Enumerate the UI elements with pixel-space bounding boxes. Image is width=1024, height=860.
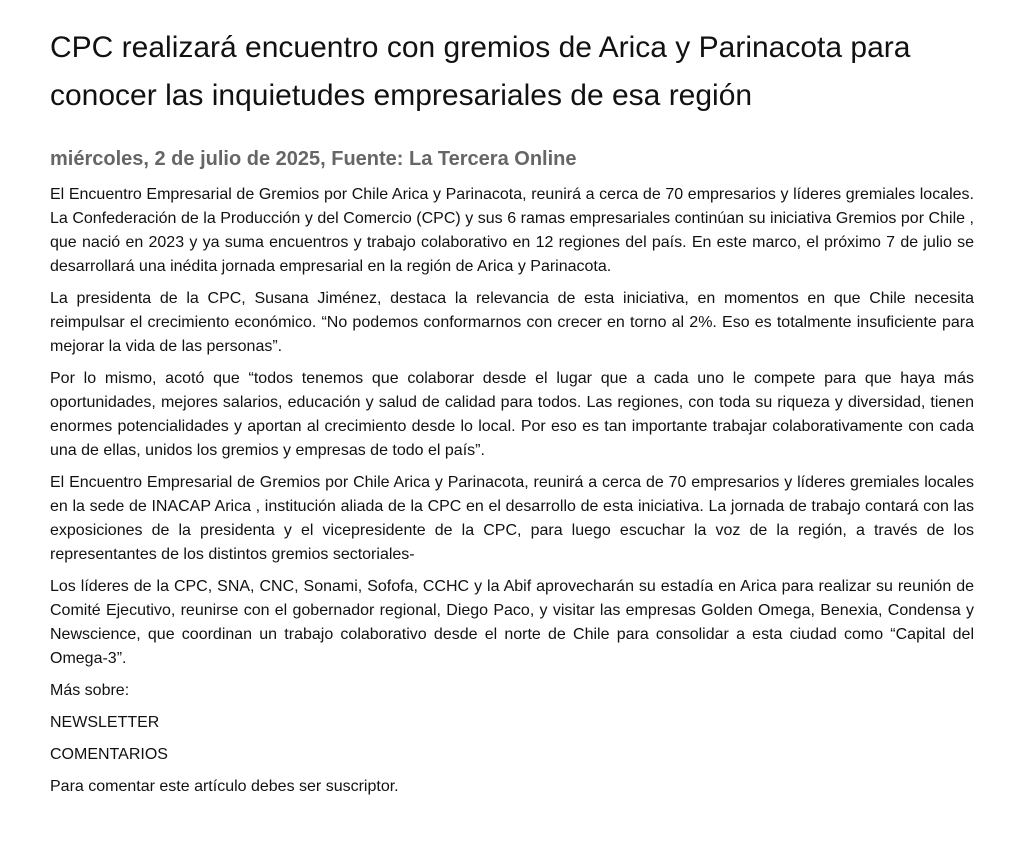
article-paragraph: El Encuentro Empresarial de Gremios por Chile Arica y Parinacota, reunirá a cerca de 70 empresarios y líderes gremiales locales en la sede de INACAP Arica , institución aliada de la CPC en el desarrollo de esta iniciativa. La jornada de trabajo contará con las exposiciones de la presidenta y el vicepresidente de la CPC, para luego escuchar la voz de la región, a través de los representantes de los distintos gremios sectoriales- [50, 474, 974, 563]
article-paragraph: Por lo mismo, acotó que “todos tenemos que colaborar desde el lugar que a cada uno le compete para que haya más oportunidades, mejores salarios, educación y salud de calidad para todos. Las regiones, con toda su riqueza y diversidad, tienen enormes potencialidades y aportan al crecimiento desde lo local. Por eso es tan importante trabajar colaborativamente con cada una de ellas, unidos los gremios y empresas de todo el país”. [50, 370, 974, 459]
article-meta: miércoles, 2 de julio de 2025, Fuente: La Tercera Online [50, 148, 577, 170]
newsletter-link[interactable]: NEWSLETTER [50, 714, 160, 731]
article-paragraph: La presidenta de la CPC, Susana Jiménez, destaca la relevancia de esta iniciativa, en momentos en que Chile necesita reimpulsar el crecimiento económico. “No podemos conformarnos con crecer en torno al 2%. Eso es totalmente insuficiente para mejorar la vida de las personas”. [50, 290, 974, 355]
more-about-label: Más sobre: [50, 682, 130, 699]
article-paragraph: El Encuentro Empresarial de Gremios por Chile Arica y Parinacota, reunirá a cerca de 70 empresarios y líderes gremiales locales. La Confederación de la Producción y del Comercio (CPC) y sus 6 ramas empresariales continúan su iniciativa Gremios por Chile , que nació en 2023 y ya suma encuentros y trabajo colaborativo en 12 regiones del país. En este marco, el próximo 7 de julio se desarrollará una inédita jornada empresarial en la región de Arica y Parinacota. [50, 186, 974, 275]
article-footer [50, 679, 974, 799]
subscriber-note: Para comentar este artículo debes ser suscriptor. [50, 778, 399, 795]
article [50, 24, 974, 807]
article-body [50, 183, 974, 671]
article-title: CPC realizará encuentro con gremios de Arica y Parinacota para conocer las inquietudes empresariales de esa región [50, 31, 911, 112]
article-paragraph: Los líderes de la CPC, SNA, CNC, Sonami, Sofofa, CCHC y la Abif aprovecharán su estadía en Arica para realizar su reunión de Comité Ejecutivo, reunirse con el gobernador regional, Diego Paco, y visitar las empresas Golden Omega, Benexia, Condensa y Newscience, que coordinan un trabajo colaborativo desde el norte de Chile para consolidar a esta ciudad como “Capital del Omega-3”. [50, 578, 974, 667]
comments-heading: COMENTARIOS [50, 746, 168, 763]
